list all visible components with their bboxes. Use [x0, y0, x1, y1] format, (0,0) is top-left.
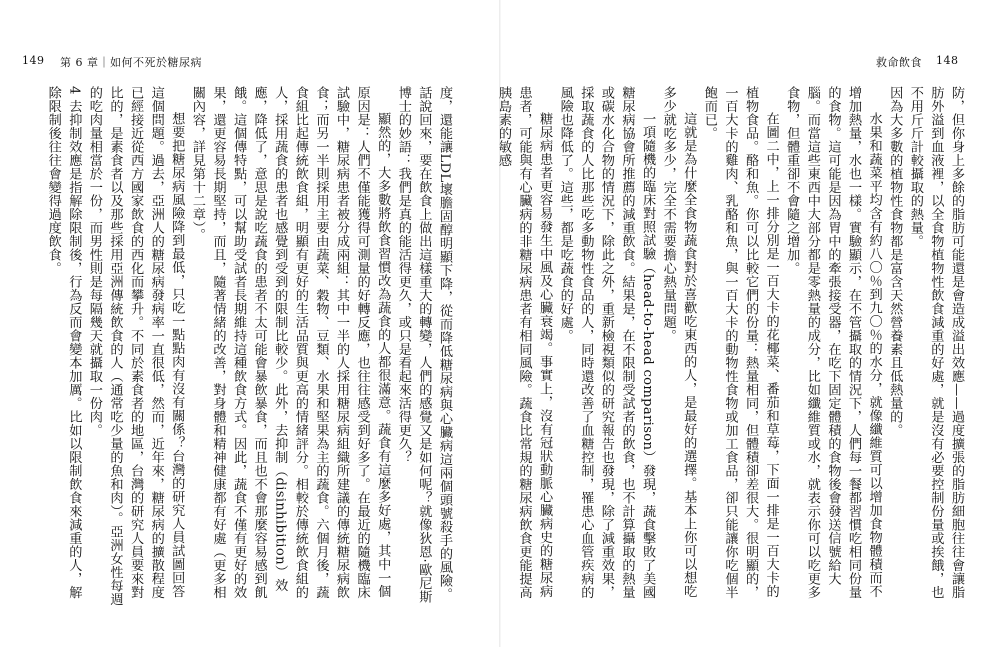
footnote: 4 去抑制效應是指解除限制後，行為反而會變本加厲。比如以限制飲食來減重的人，解除限制後往往會變得過度飲食。 — [45, 86, 82, 599]
paragraph: 水果和蔬菜平均含有約八〇％到九〇％的水分，就像纖維質可以增加食物體積而不增加熱量，水也一樣。實驗顯示，在不管攝取的情況下，人們每一餐都習慣吃相同份量的食物。這可能是因為胃中的牽張接受器，在吃下固定體積的食物後會發送信號給大腦。而當這些東西中大部分都是零熱量的成分，比如纖維質或水，就表示你可以吃更多食物，但體重卻不會隨之增加。 — [784, 86, 882, 599]
running-header: 救命飲食 — [876, 56, 922, 69]
paragraph: 顯然的，大多數將飲食習慣改為蔬食的人都很滿意。蔬食有這麼多好處，其中一個原因是：人們不僅能獲得可測量的好轉反應，也往往感受到好多了。在最近的隨機臨床試驗中，糖尿病患者被分成兩組：其中一半的人採用糖尿病組織所建議的傳統糖尿病飲食；而另一半則採用主要由蔬菜、穀物、豆類、水果和堅果為主的蔬食。六個月後，蔬食組比起傳統飲食組，明顯有更好的生活品質與更高的情緒評分。相較於傳統飲食組的人，採用蔬食的患者也感覺到受到的限制比較少。此外，去抑制（disinhibition）效應，降低了，意思是說吃蔬食的患者不太可能會暴飲暴食，而且也不會那麼容易感到飢餓。這個傳特點，可以幫助受試者長期維持這種飲食方式。因此，蔬食不僅有更好的效果，還更容易長期堅持，而且，隨著情緒的改善，對身體和精神健康都有好處（更多相關內容，詳見第十二章）。 — [189, 86, 391, 599]
paragraph: 這就是為什麼全食物蔬食對於喜歡吃東西的人，是最好的選擇。基本上你可以想吃多少就吃多少，完全不需要擔心熱量問題。 — [660, 86, 697, 599]
paragraph: 糖尿病患者更容易發生中風及心臟衰竭。事實上，沒有冠狀動脈心臟病史的糖尿病患者，可能與有心臟病的非糖尿病患者有相同風險。蔬食比常規的糖尿病飲食更能提高胰島素的敏感 — [495, 86, 553, 599]
page-body-text — [45, 86, 454, 606]
chapter-header: 第 6 章｜如何不死於糖尿病 — [60, 56, 202, 69]
paragraph: 在圖二中，上一排分別是一百大卡的花椰菜、番茄和草莓，下面一排是一百大卡的植物食品。酪和魚。你可以比較它們的份量：熱量相同，但體積卻差很大。很明顯的，一百大卡的雞肉、乳酪和魚，與一百大卡的動物性食物或加工食品，卻只能讓你吃個半飽而已。 — [701, 86, 779, 599]
page-number: 148 — [936, 54, 959, 67]
paragraph: 因為大多數的植物性食物都是富含天然營養素且低熱量的。 — [887, 86, 903, 437]
page-number: 149 — [22, 54, 45, 67]
paragraph: 防，但你身上多餘的脂肪可能還是會造成溢出效應——過度擴張的脂肪細胞往往會讓脂肪外溢到血液裡，以全食物植物性飲食減重的好處，就是沒有必要控制份量或挨餓，也不用斤斤計較攝取的熱量。 — [907, 86, 964, 599]
right-page — [495, 0, 1000, 647]
paragraph: 度，還能讓LDL壞膽固醇明顯下降，從而降低糖尿病與心臟病這兩個頭號殺手的風險。話說回來，要在飲食上做出這樣重大的轉變，人們的感覺又是如何呢？就像狄恩‧歐尼斯博士的妙語：我們是真的能活得更久，或只是看起來活得更久？ — [395, 86, 452, 604]
page-body-text — [495, 86, 966, 606]
paragraph: 一項隨機的臨床對照試驗（head-to-head comparison）發現，蔬食擊敗了美國糖尿病協會所推薦的減重飲食。結果是，在不限制受試者的飲食，也不計算攝取的熱量或碳水化合物的情況下，除此之外，重新檢視類似的研究報告也發現，除了減重效果，採取蔬食的人比那些吃多動物性食品的人，同時還改善了血糖控制，罹患心血管疾病的風險也降低了。這些，都是吃蔬食的好處。 — [557, 86, 656, 600]
paragraph: 想要把糖尿病風險降到最低，只吃一點點肉有沒有關係？台灣的研究人員試圖回答這個問題。過去，亞洲人的糖尿病發病率一直很低，然而，近年來，糖尿病的擴散程度已經接近從西方國家飲食的西化而攀升。不同於素食者的地區，台灣的研究人員要來對比的，是素食者以及那些採用亞洲傳統飲食的人（通常吃少量的魚和肉）。亞洲女性每週的吃肉量相當於一份，而男性則是每隔幾天就攝取一份肉。 — [86, 86, 185, 606]
